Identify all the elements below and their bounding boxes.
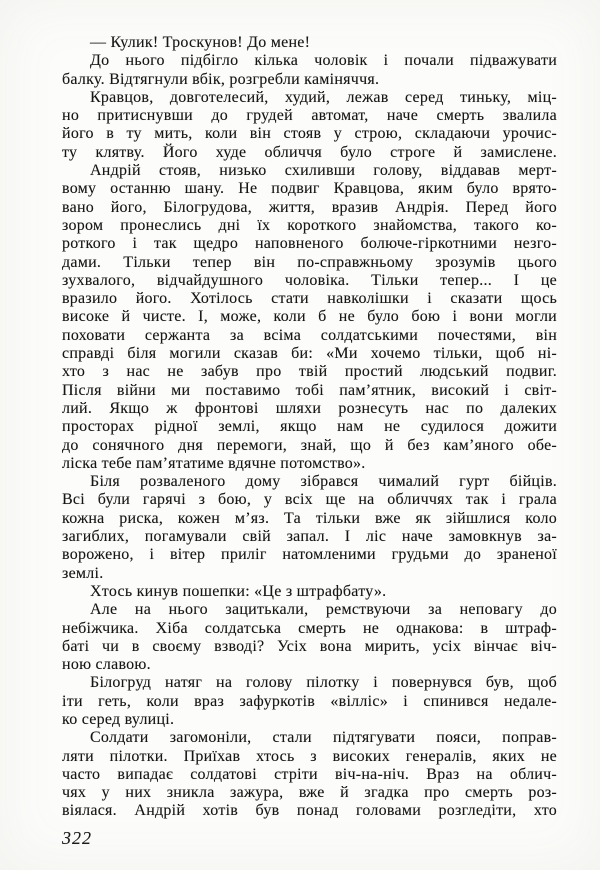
text-line: ту клятву. Його худе обличчя було строге й замислене. bbox=[62, 143, 557, 161]
text-line: баті чи в своєму взводі? Усіх вона мирить, усіх вінчає віч- bbox=[62, 637, 557, 655]
text-line: Біля розваленого дому зібрався чималий гурт бійців. bbox=[90, 473, 557, 491]
text-line: хто з нас не забув про твій простий людський подвиг. bbox=[62, 363, 557, 381]
text-line: віялася. Андрій хотів був понад головами розгледіти, хто bbox=[62, 802, 557, 820]
text-line: Хтось кинув пошепки: «Це з штрафбату». bbox=[90, 582, 387, 600]
text-line: загиблих, погамували свій запал. І ліс наче замовкнув за- bbox=[62, 528, 557, 546]
text-line: Кравцов, довготелесий, худий, лежав серед тиньку, міц- bbox=[90, 88, 557, 106]
text-line: Але на нього зацитькали, ремствуючи за неповагу до bbox=[90, 601, 557, 619]
text-line: часто випадає солдатові стріти віч-на-ніч. Враз на облич- bbox=[62, 765, 557, 783]
text-line: Після війни ми поставимо тобі пам’ятник, високий і світ- bbox=[62, 381, 557, 399]
text-line: просторах рідної землі, якщо нам не судилося дожити bbox=[62, 418, 557, 436]
text-line: вано його, Білогрудова, життя, вразив Андрія. Перед його bbox=[62, 198, 557, 216]
text-line: ліска тебе пам’ятатиме вдячне потомство». bbox=[62, 454, 366, 472]
text-line: — Кулик! Троскунов! До мене! bbox=[90, 34, 311, 51]
text-line: його в ту мить, коли він стояв у строю, складаючи урочис- bbox=[62, 125, 557, 143]
text-line: вому останню шану. Не подвиг Кравцова, яким було врято- bbox=[62, 180, 557, 198]
text-line: високе й чисте. І, може, коли б не було бою і вони могли bbox=[62, 308, 557, 326]
text-line: роткого і так щедро наповненого болюче-гіркотними незго- bbox=[62, 235, 557, 253]
text-line: но притиснувши до грудей автомат, наче смерть звалила bbox=[62, 107, 557, 125]
text-line: Солдати загомоніли, стали підтягувати пояси, поправ- bbox=[90, 729, 557, 747]
text-line: ко серед вулиці. bbox=[62, 710, 175, 728]
text-line: ворожено, і вітер приліг натомленими грудьми до зраненої bbox=[62, 546, 557, 564]
text-line: Білогруд натяг на голову пілотку і повернувся був, щоб bbox=[90, 674, 557, 692]
text-line: землі. bbox=[62, 564, 104, 582]
text-line: поховати сержанта за всіма солдатськими почестями, він bbox=[62, 326, 557, 344]
text-line: ляти пілотки. Приїхав хтось з високих генералів, яких не bbox=[62, 747, 557, 765]
text-line: справді біля могили сказав би: «Ми хочемо тільки, щоб ні- bbox=[62, 345, 557, 363]
text-line: зором пронеслись дні їх короткого знайомства, такого ко- bbox=[62, 216, 557, 234]
text-line: іти геть, коли враз зафуркотів «вілліс» і спинився недале- bbox=[62, 692, 557, 710]
text-line: дами. Тільки тепер він по-справжньому зрозумів цього bbox=[62, 253, 557, 271]
text-line: балку. Відтягнули вбік, розгребли каміняччя. bbox=[62, 70, 380, 88]
text-line: кожна риска, кожен м’яз. Та тільки вже як зійшлися коло bbox=[62, 509, 557, 527]
text-line: лий. Якщо ж фронтові шляхи рознесуть нас по далеких bbox=[62, 399, 557, 417]
page-number: 322 bbox=[62, 828, 92, 848]
text-line: до сонячного дня перемоги, знай, що й без кам’яного обе- bbox=[62, 436, 557, 454]
text-line: ною славою. bbox=[62, 656, 151, 674]
text-line: вразило його. Хотілось стати навколішки і сказати щось bbox=[62, 290, 557, 308]
text-line: Андрій стояв, низько схиливши голову, віддавав мерт- bbox=[90, 162, 557, 180]
text-line: До нього підбігло кілька чоловік і почали підважувати bbox=[90, 52, 557, 70]
page-text-block bbox=[62, 34, 557, 821]
text-line: зухвалого, відчайдушного чоловіка. Тільки тепер... І це bbox=[62, 271, 557, 289]
text-line: небіжчика. Хіба солдатська смерть не однакова: в штраф- bbox=[62, 619, 557, 637]
text-line: Всі були гарячі з бою, у всіх ще на обличчях так і грала bbox=[62, 491, 557, 509]
text-line: чях у них зникла зажура, вже й згадка про смерть роз- bbox=[62, 784, 557, 802]
